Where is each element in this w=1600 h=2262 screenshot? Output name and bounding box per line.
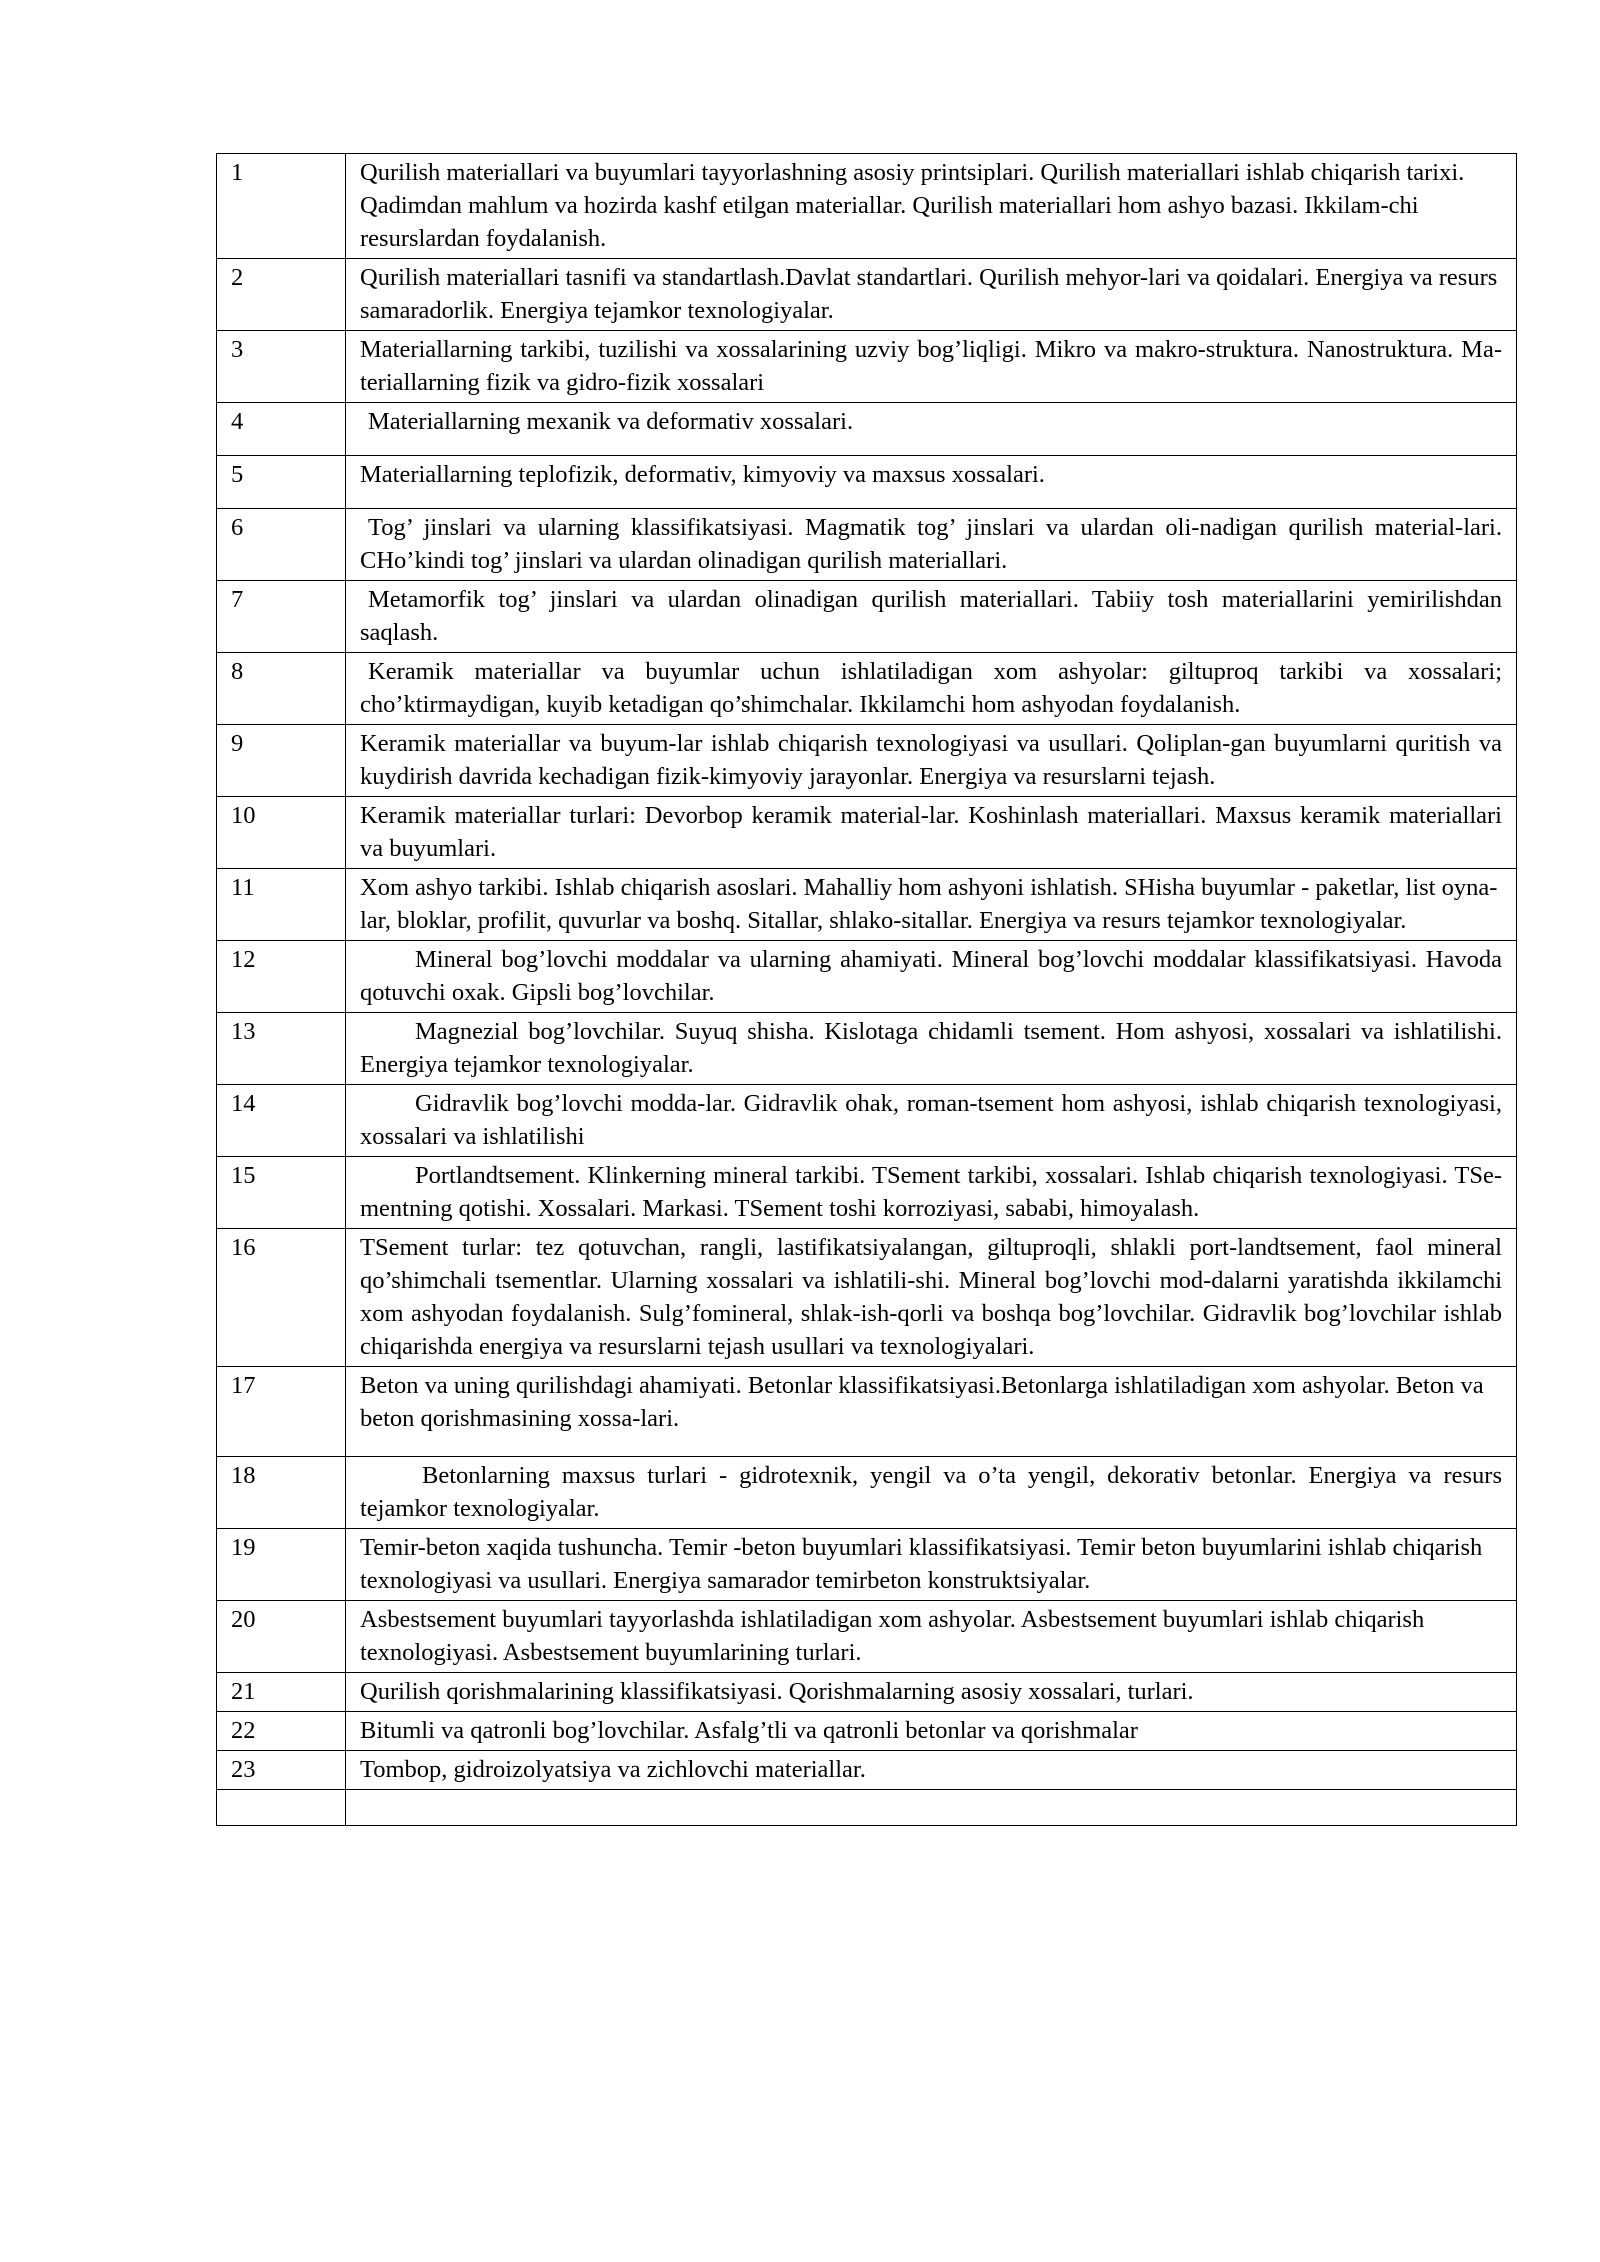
row-number: 11 [217, 869, 346, 941]
row-number: 3 [217, 331, 346, 403]
row-topic: Materiallarning mexanik va deformativ xossalari. [346, 403, 1517, 456]
table-row [217, 869, 1517, 941]
row-number: 17 [217, 1367, 346, 1457]
topics-table [216, 153, 1517, 1826]
table-row [217, 1529, 1517, 1601]
row-number [217, 1790, 346, 1826]
table-row [217, 1751, 1517, 1790]
row-topic: Bitumli va qatronli bog’lovchilar. Asfalg’tli va qatronli betonlar va qorishmalar [346, 1712, 1517, 1751]
row-number: 9 [217, 725, 346, 797]
row-number: 8 [217, 653, 346, 725]
row-topic: Beton va uning qurilishdagi ahamiyati. Betonlar klassifikatsiyasi.Betonlarga ishlatiladigan xom ashyolar. Beton va beton qorishmasining xossa-lari. [346, 1367, 1517, 1457]
row-number: 18 [217, 1457, 346, 1529]
table-row [217, 154, 1517, 259]
row-topic: Temir-beton xaqida tushuncha. Temir -beton buyumlari klassifikatsiyasi. Temir beton buyumlarini ishlab chiqarish texnologiyasi va usullari. Energiya samarador temirbeton konstruktsiyalar. [346, 1529, 1517, 1601]
row-number: 21 [217, 1673, 346, 1712]
table-row [217, 259, 1517, 331]
row-topic: Keramik materiallar turlari: Devorbop keramik material-lar. Koshinlash materiallari. Maxsus keramik materiallari va buyumlari. [346, 797, 1517, 869]
table-row [217, 403, 1517, 456]
table-row [217, 581, 1517, 653]
row-number: 7 [217, 581, 346, 653]
table-row [217, 1085, 1517, 1157]
row-topic: Mineral bog’lovchi moddalar va ularning ahamiyati. Mineral bog’lovchi moddalar klassifikatsiyasi. Havoda qotuvchi oxak. Gipsli bog’lovchilar. [346, 941, 1517, 1013]
row-number: 23 [217, 1751, 346, 1790]
table-row [217, 1673, 1517, 1712]
row-number: 13 [217, 1013, 346, 1085]
row-topic: Materiallarning teplofizik, deformativ, kimyoviy va maxsus xossalari. [346, 456, 1517, 509]
row-number: 14 [217, 1085, 346, 1157]
table-row-empty [217, 1790, 1517, 1826]
row-number: 15 [217, 1157, 346, 1229]
row-topic: Gidravlik bog’lovchi modda-lar. Gidravlik ohak, roman-tsement hom ashyosi, ishlab chiqarish texnologiyasi, xossalari va ishlatilishi [346, 1085, 1517, 1157]
row-topic: Keramik materiallar va buyum-lar ishlab chiqarish texnologiyasi va usullari. Qoliplan-gan buyumlarni quritish va kuydirish davrida kechadigan fizik-kimyoviy jarayonlar. Energiya va resurslarni tejash. [346, 725, 1517, 797]
row-topic: Tombop, gidroizolyatsiya va zichlovchi materiallar. [346, 1751, 1517, 1790]
row-number: 5 [217, 456, 346, 509]
table-row [217, 797, 1517, 869]
row-topic: Magnezial bog’lovchilar. Suyuq shisha. Kislotaga chidamli tsement. Hom ashyosi, xossalari va ishlatilishi. Energiya tejamkor texnologiyalar. [346, 1013, 1517, 1085]
row-topic: Materiallarning tarkibi, tuzilishi va xossalarining uzviy bog’liqligi. Mikro va makro-struktura. Nanostruktura. Ma-teriallarning fizik va gidro-fizik xossalari [346, 331, 1517, 403]
table-row [217, 331, 1517, 403]
table-row [217, 1601, 1517, 1673]
row-topic [346, 1790, 1517, 1826]
row-number: 19 [217, 1529, 346, 1601]
row-number: 2 [217, 259, 346, 331]
table-row [217, 653, 1517, 725]
row-topic: Qurilish materiallari tasnifi va standartlash.Davlat standartlari. Qurilish mehyor-lari va qoidalari. Energiya va resurs samaradorlik. Energiya tejamkor texnologiyalar. [346, 259, 1517, 331]
row-topic: Qurilish qorishmalarining klassifikatsiyasi. Qorishmalarning asosiy xossalari, turlari. [346, 1673, 1517, 1712]
row-number: 20 [217, 1601, 346, 1673]
table-row [217, 509, 1517, 581]
row-topic: Tog’ jinslari va ularning klassifikatsiyasi. Magmatik tog’ jinslari va ulardan oli-nadigan qurilish material-lari. CHo’kindi tog’ jinslari va ulardan olinadigan qurilish materiallari. [346, 509, 1517, 581]
table-row [217, 941, 1517, 1013]
row-number: 10 [217, 797, 346, 869]
row-topic: Xom ashyo tarkibi. Ishlab chiqarish asoslari. Mahalliy hom ashyoni ishlatish. SHisha buyumlar - paketlar, list oyna-lar, bloklar, profilit, quvurlar va boshq. Sitallar, shlako-sitallar. Energiya va resurs tejamkor texnologiyalar. [346, 869, 1517, 941]
table-row [217, 1157, 1517, 1229]
row-number: 22 [217, 1712, 346, 1751]
row-number: 4 [217, 403, 346, 456]
table-row [217, 456, 1517, 509]
row-topic: TSement turlar: tez qotuvchan, rangli, lastifikatsiyalangan, giltuproqli, shlakli port-landtsement, faol mineral qo’shimchali tsementlar. Ularning xossalari va ishlatili-shi. Mineral bog’lovchi mod-dalarni yaratishda ikkilamchi xom ashyodan foydalanish. Sulg’fomineral, shlak-ish-qorli va boshqa bog’lovchilar. Gidravlik bog’lovchilar ishlab chiqarishda energiya va resurslarni tejash usullari va texnologiyalari. [346, 1229, 1517, 1367]
row-number: 6 [217, 509, 346, 581]
table-row [217, 1229, 1517, 1367]
table-row [217, 1013, 1517, 1085]
row-topic: Keramik materiallar va buyumlar uchun ishlatiladigan xom ashyolar: giltuproq tarkibi va xossalari; cho’ktirmaydigan, kuyib ketadigan qo’shimchalar. Ikkilamchi hom ashyodan foydalanish. [346, 653, 1517, 725]
table-row [217, 1367, 1517, 1457]
row-topic: Asbestsement buyumlari tayyorlashda ishlatiladigan xom ashyolar. Asbestsement buyumlari ishlab chiqarish texnologiyasi. Asbestsement buyumlarining turlari. [346, 1601, 1517, 1673]
table-row [217, 725, 1517, 797]
row-topic: Portlandtsement. Klinkerning mineral tarkibi. TSement tarkibi, xossalari. Ishlab chiqarish texnologiyasi. TSe-mentning qotishi. Xossalari. Markasi. TSement toshi korroziyasi, sababi, himoyalash. [346, 1157, 1517, 1229]
row-topic: Qurilish materiallari va buyumlari tayyorlashning asosiy printsiplari. Qurilish materiallari ishlab chiqarish tarixi. Qadimdan mahlum va hozirda kashf etilgan materiallar. Qurilish materiallari hom ashyo bazasi. Ikkilam-chi resurslardan foydalanish. [346, 154, 1517, 259]
row-number: 12 [217, 941, 346, 1013]
row-number: 1 [217, 154, 346, 259]
table-row [217, 1712, 1517, 1751]
row-topic: Betonlarning maxsus turlari - gidrotexnik, yengil va o’ta yengil, dekorativ betonlar. Energiya va resurs tejamkor texnologiyalar. [346, 1457, 1517, 1529]
row-topic: Metamorfik tog’ jinslari va ulardan olinadigan qurilish materiallari. Tabiiy tosh materiallarini yemirilishdan saqlash. [346, 581, 1517, 653]
table-row [217, 1457, 1517, 1529]
row-number: 16 [217, 1229, 346, 1367]
